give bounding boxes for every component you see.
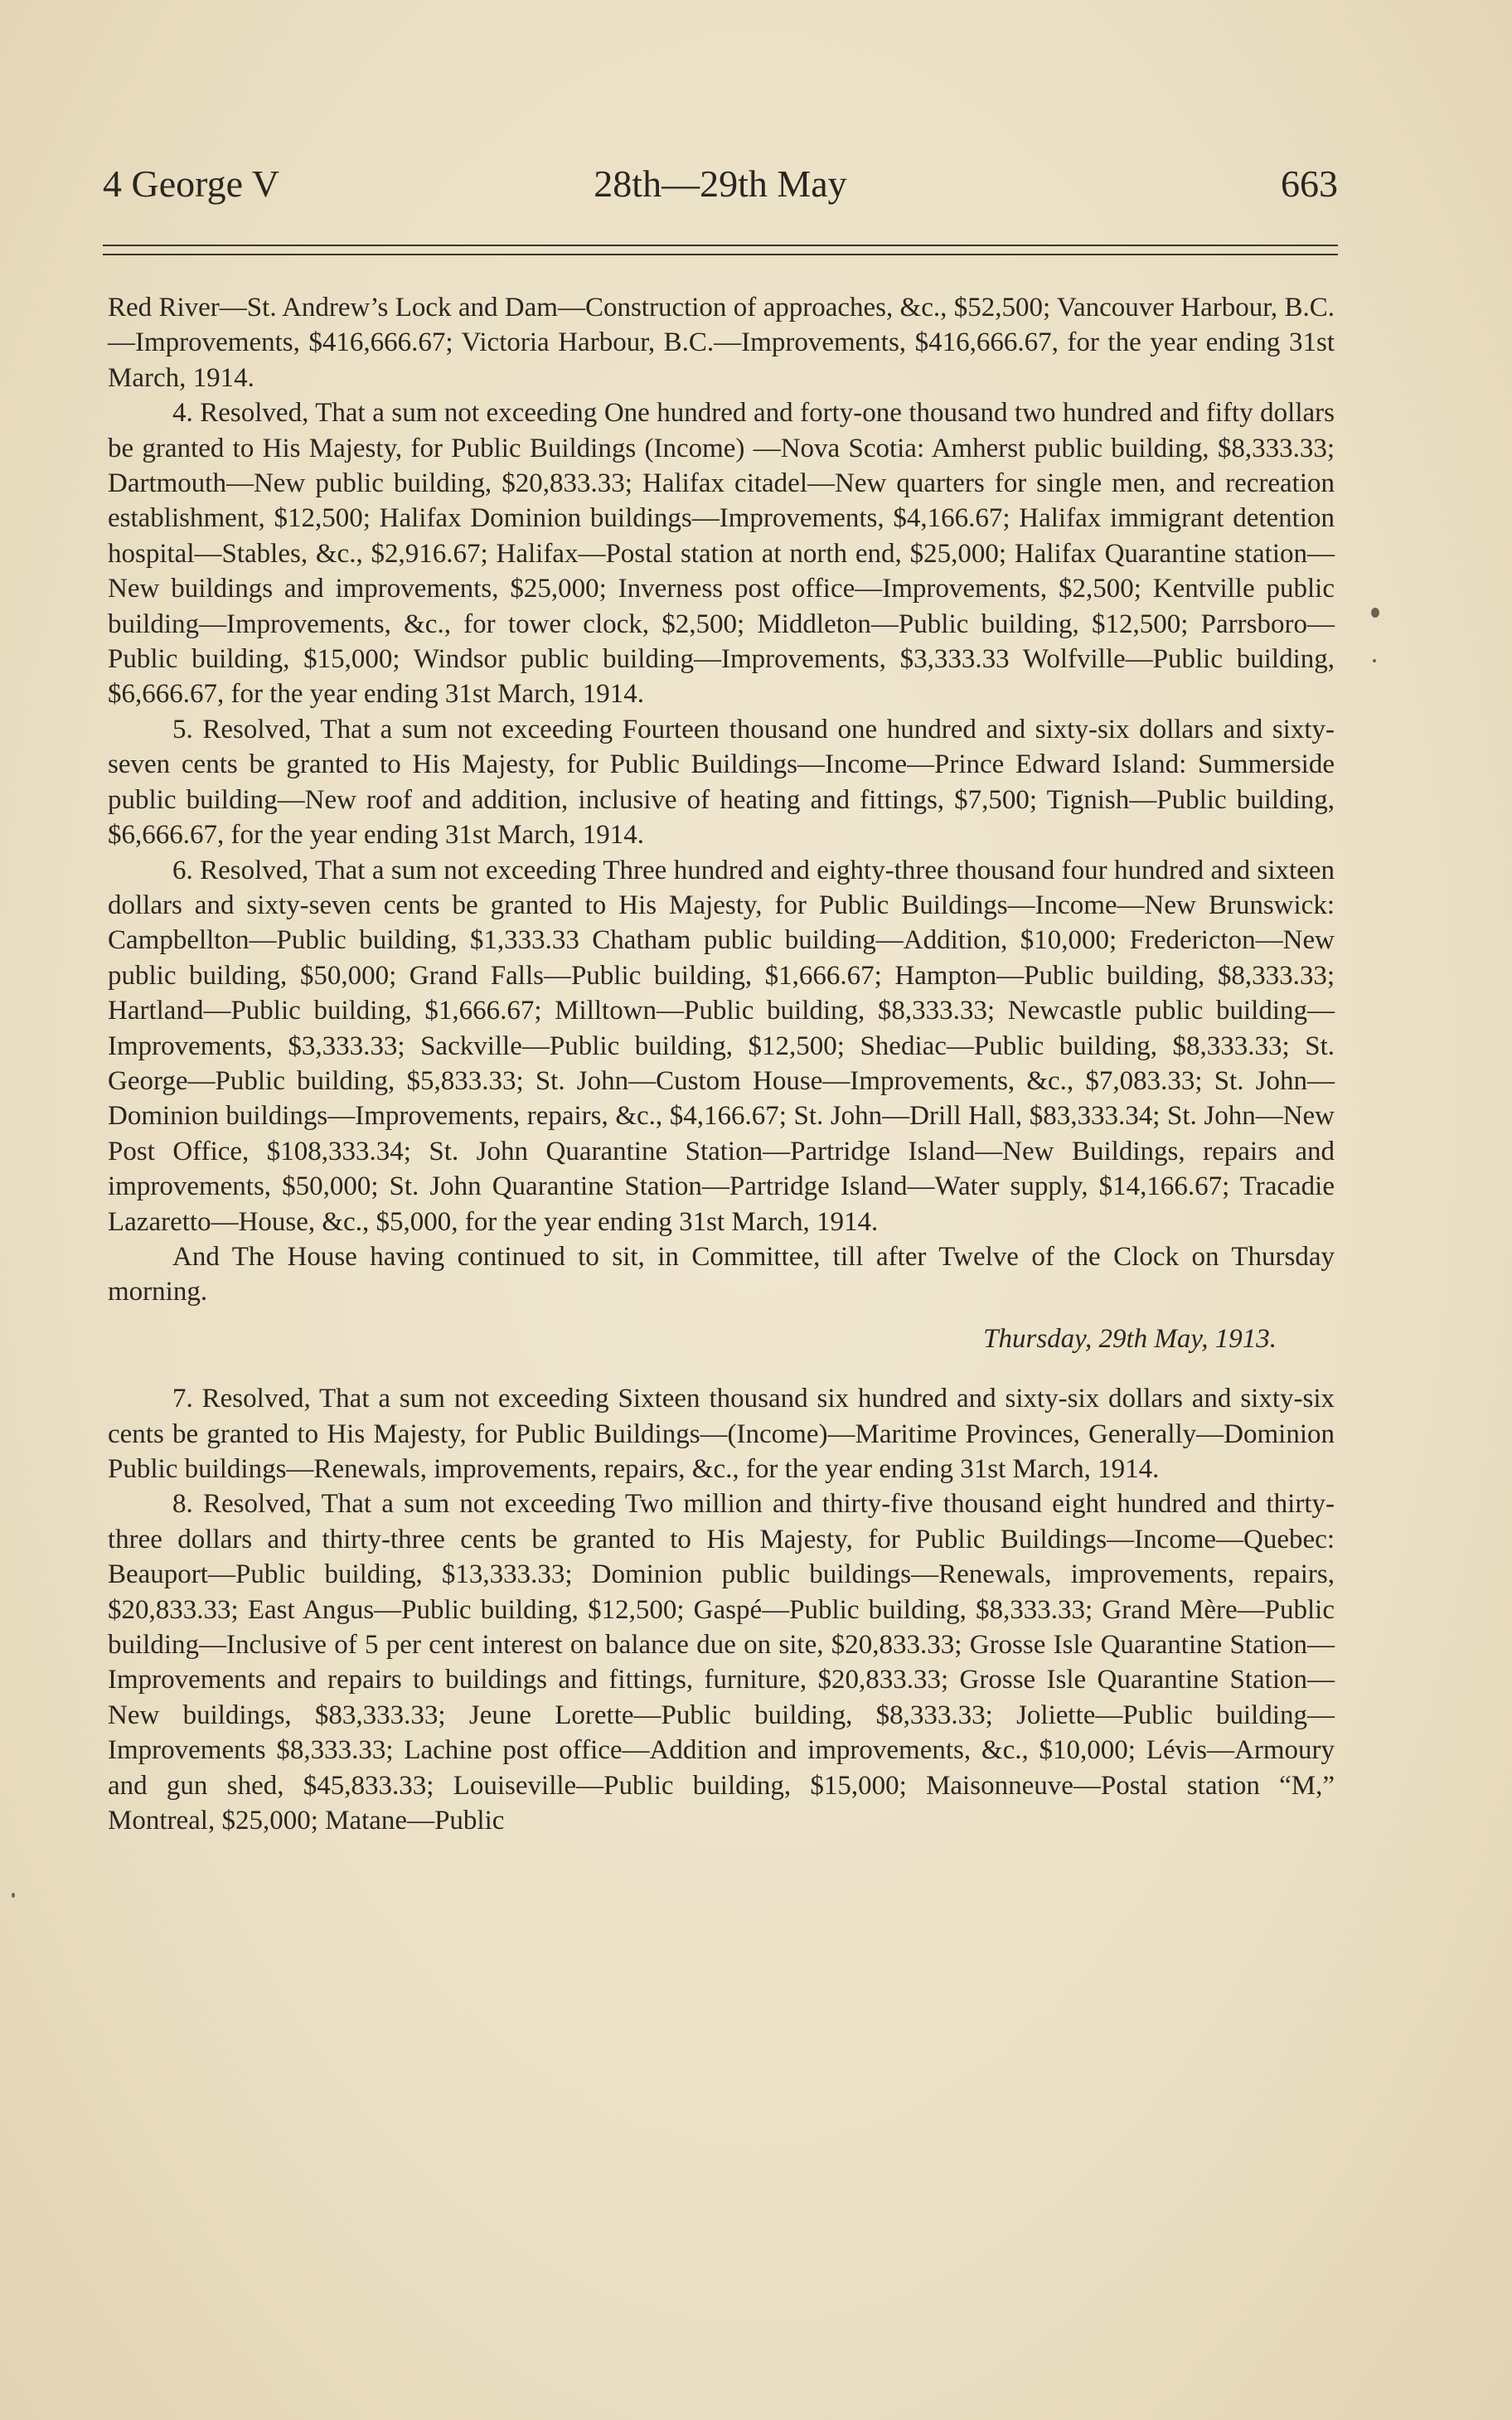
paper-speck (1373, 659, 1376, 662)
dateline: Thursday, 29th May, 1913. (983, 1323, 1277, 1354)
resolution-6: 6. Resolved, That a sum not exceeding Three hundred and eighty-three thousand four hundred and sixteen dollars and sixty-seven cents be granted to His Majesty, for Public Buildings—Income—New Brunswick: Campbellton—Public building, $1,333.33 Chatham public building—Addition, $10,000; Fredericton—New public building, $50,000; Grand Falls—Public building, $1,666.67; Hampton—Public building, $8,333.33; Hartland—Public building, $1,666.67; Milltown—Public building, $8,333.33; Newcastle public building—Improvements, $3,333.33; Sackville—Public building, $12,500; Shediac—Public building, $8,333.33; St. George—Public building, $5,833.33; St. John—Custom House—Improvements, &c., $7,083.33; St. John—Dominion buildings—Improvements, repairs, &c., $4,166.67; St. John—Drill Hall, $83,333.34; St. John—New Post Office, $108,333.34; St. John Quarantine Station—Partridge Island—New Buildings, repairs and improvements, $50,000; St. John Quarantine Station—Partridge Island—Water supply, $14,166.67; Tracadie Lazaretto—House, &c., $5,000, for the year ending 31st March, 1914. (108, 855, 1335, 1237)
committee-note: And The House having continued to sit, in Committee, till after Twelve of the Clock on Thursday morning. (108, 1241, 1335, 1307)
header-regnal-year: 4 George V (103, 162, 279, 205)
paragraph-continuation: Red River—St. Andrew’s Lock and Dam—Construction of approaches, &c., $52,500; Vancouver Harbour, B.C.—Improvements, $416,666.67; Victoria Harbour, B.C.—Improvements, $416,666.67, for the year ending 31st March, 1914. (108, 293, 1335, 393)
paper-speck (12, 1893, 15, 1898)
header-date-range: 28th—29th May (594, 162, 847, 205)
resolution-4: 4. Resolved, That a sum not exceeding One hundred and forty-one thousand two hundred and fifty dollars be granted to His Majesty, for Public Buildings (Income) —Nova Scotia: Amherst public building, $8,333.33; Dartmouth—New public building, $20,833.33; Halifax citadel—New quarters for single men, and recreation establishment, $12,500; Halifax Dominion buildings—Improvements, $4,166.67; Halifax immigrant detention hospital—Stables, &c., $2,916.67; Halifax—Postal station at north end, $25,000; Halifax Quarantine station—New buildings and improvements, $25,000; Inverness post office—Improvements, $2,500; Kentville public building—Improvements, &c., for tower clock, $2,500; Middleton—Public building, $12,500; Parrsboro—Public building, $15,000; Windsor public building—Improvements, $3,333.33 Wolfville—Public building, $6,666.67, for the year ending 31st March, 1914. (108, 398, 1335, 710)
resolution-5: 5. Resolved, That a sum not exceeding Fourteen thousand one hundred and sixty-six dollars and sixty-seven cents be granted to His Majesty, for Public Buildings—Income—Prince Edward Island: Summerside public building—New roof and addition, inclusive of heating and fittings, $7,500; Tignish—Public building, $6,666.67, for the year ending 31st March, 1914. (108, 714, 1335, 851)
paper-speck (1371, 608, 1379, 618)
running-header (103, 159, 1338, 209)
page-body (108, 290, 1335, 1838)
resolution-7: 7. Resolved, That a sum not exceeding Sixteen thousand six hundred and sixty-six dollars and sixty-six cents be granted to His Majesty, for Public Buildings—(Income)—Maritime Provinces, Generally—Dominion Public buildings—Renewals, improvements, repairs, &c., for the year ending 31st March, 1914. (108, 1384, 1335, 1484)
page-number: 663 (1281, 162, 1338, 205)
resolution-8: 8. Resolved, That a sum not exceeding Two million and thirty-five thousand eight hundred and thirty-three dollars and thirty-three cents be granted to His Majesty, for Public Buildings—Income—Quebec: Beauport—Public building, $13,333.33; Dominion public buildings—Renewals, improvements, repairs, $20,833.33; East Angus—Public building, $12,500; Gaspé—Public building, $8,333.33; Grand Mère—Public building—Inclusive of 5 per cent interest on balance due on site, $20,833.33; Grosse Isle Quarantine Station—Improvements and repairs to buildings and fittings, furniture, $20,833.33; Grosse Isle Quarantine Station—New buildings, $83,333.33; Jeune Lorette—Public building, $8,333.33; Joliette—Public building—Improvements $8,333.33; Lachine post office—Addition and improvements, &c., $10,000; Lévis—Armoury and gun shed, $45,833.33; Louiseville—Public building, $15,000; Maisonneuve—Postal station “M,” Montreal, $25,000; Matane—Public (108, 1489, 1335, 1836)
header-rule-bottom (103, 254, 1338, 255)
header-rule-top (103, 245, 1338, 246)
